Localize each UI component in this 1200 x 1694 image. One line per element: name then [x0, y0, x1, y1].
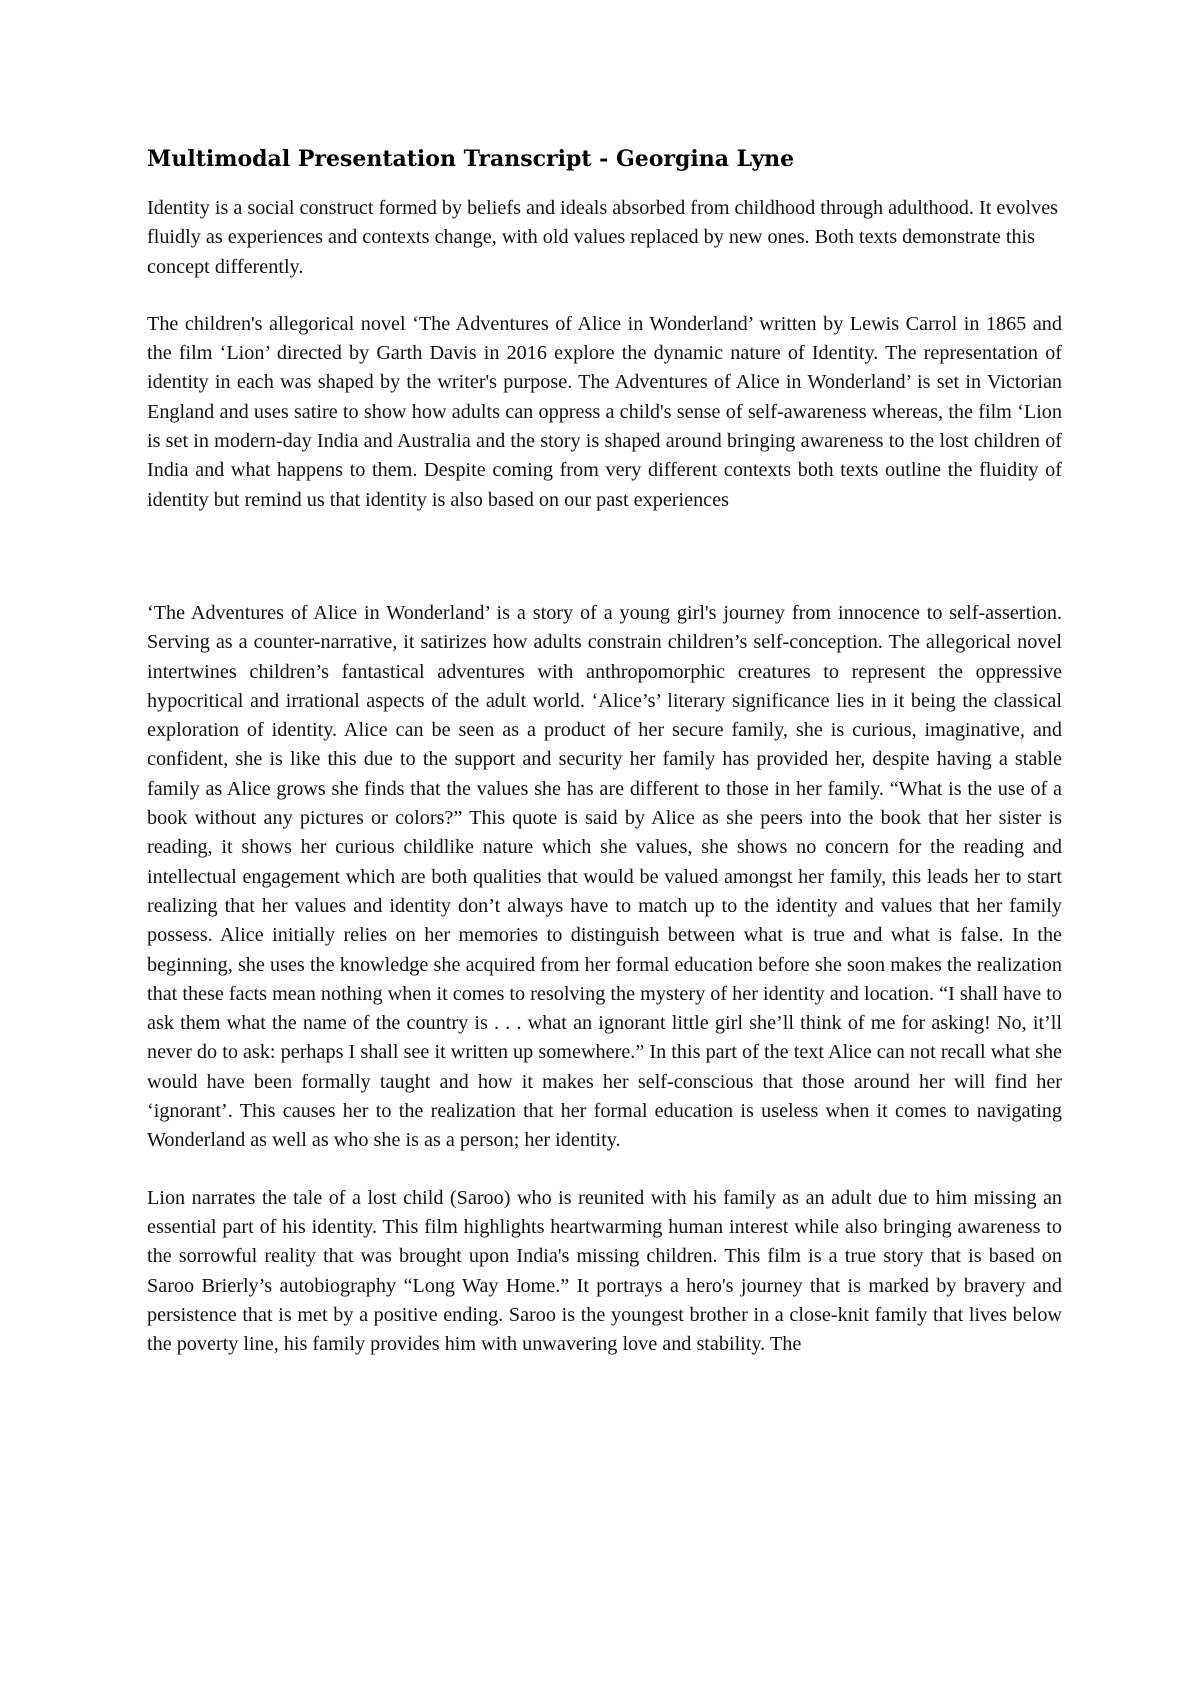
- paragraph-alice: ‘The Adventures of Alice in Wonderland’ is a story of a young girl's journey from innocence to self-assertion. Serving as a counter-narrative, it satirizes how adults constrain children’s self-conception. The allegorical novel intertwines children’s fantastical adventures with anthropomorphic creatures to represent the oppressive hypocritical and irrational aspects of the adult world. ‘Alice’s’ literary significance lies in it being the classical exploration of identity. Alice can be seen as a product of her secure family, she is curious, imaginative, and confident, she is like this due to the support and security her family has provided her, despite having a stable family as Alice grows she finds that the values she has are different to those in her family. “What is the use of a book without any pictures or colors?” This quote is said by Alice as she peers into the book that her sister is reading, it shows her curious childlike nature which she values, she shows no concern for the reading and intellectual engagement which are both qualities that would be valued amongst her family, this leads her to start realizing that her values and identity don’t always have to match up to the identity and values that her family possess. Alice initially relies on her memories to distinguish between what is true and what is false. In the beginning, she uses the knowledge she acquired from her formal education before she soon makes the realization that these facts mean nothing when it comes to resolving the mystery of her identity and location. “I shall have to ask them what the name of the country is . . . what an ignorant little girl she’ll think of me for asking! No, it’ll never do to ask: perhaps I shall see it written up somewhere.” In this part of the text Alice can not recall what she would have been formally taught and how it makes her self-conscious that those around her will find her ‘ignorant’. This causes her to the realization that her formal education is useless when it comes to navigating Wonderland as well as who she is as a person; her identity.: [147, 601, 1062, 1152]
- document-title: Multimodal Presentation Transcript - Georgina Lyne: [147, 146, 795, 172]
- paragraph-intro: Identity is a social construct formed by beliefs and ideals absorbed from childhood through adulthood. It evolves fluidly as experiences and contexts change, with old values replaced by new ones. Both texts demonstrate this concept differently.: [147, 197, 1059, 278]
- paragraph-context: The children's allegorical novel ‘The Adventures of Alice in Wonderland’ written by Lewis Carrol in 1865 and the film ‘Lion’ directed by Garth Davis in 2016 explore the dynamic nature of Identity. The representation of identity in each was shaped by the writer's purpose. The Adventures of Alice in Wonderland’ is set in Victorian England and uses satire to show how adults can oppress a child's sense of self-awareness whereas, the film ‘Lion is set in modern-day India and Australia and the story is shaped around bringing awareness to the lost children of India and what happens to them. Despite coming from very different contexts both texts outline the fluidity of identity but remind us that identity is also based on our past experiences: [147, 312, 1062, 511]
- document-page: [147, 130, 1062, 1387]
- paragraph-lion: Lion narrates the tale of a lost child (Saroo) who is reunited with his family as an adult due to him missing an essential part of his identity. This film highlights heartwarming human interest while also bringing awareness to the sorrowful reality that was brought upon India's missing children. This film is a true story that is based on Saroo Brierly’s autobiography “Long Way Home.” It portrays a hero's journey that is marked by bravery and persistence that is met by a positive ending. Saroo is the youngest brother in a close-knit family that lives below the poverty line, his family provides him with unwavering love and stability. The: [147, 1186, 1062, 1356]
